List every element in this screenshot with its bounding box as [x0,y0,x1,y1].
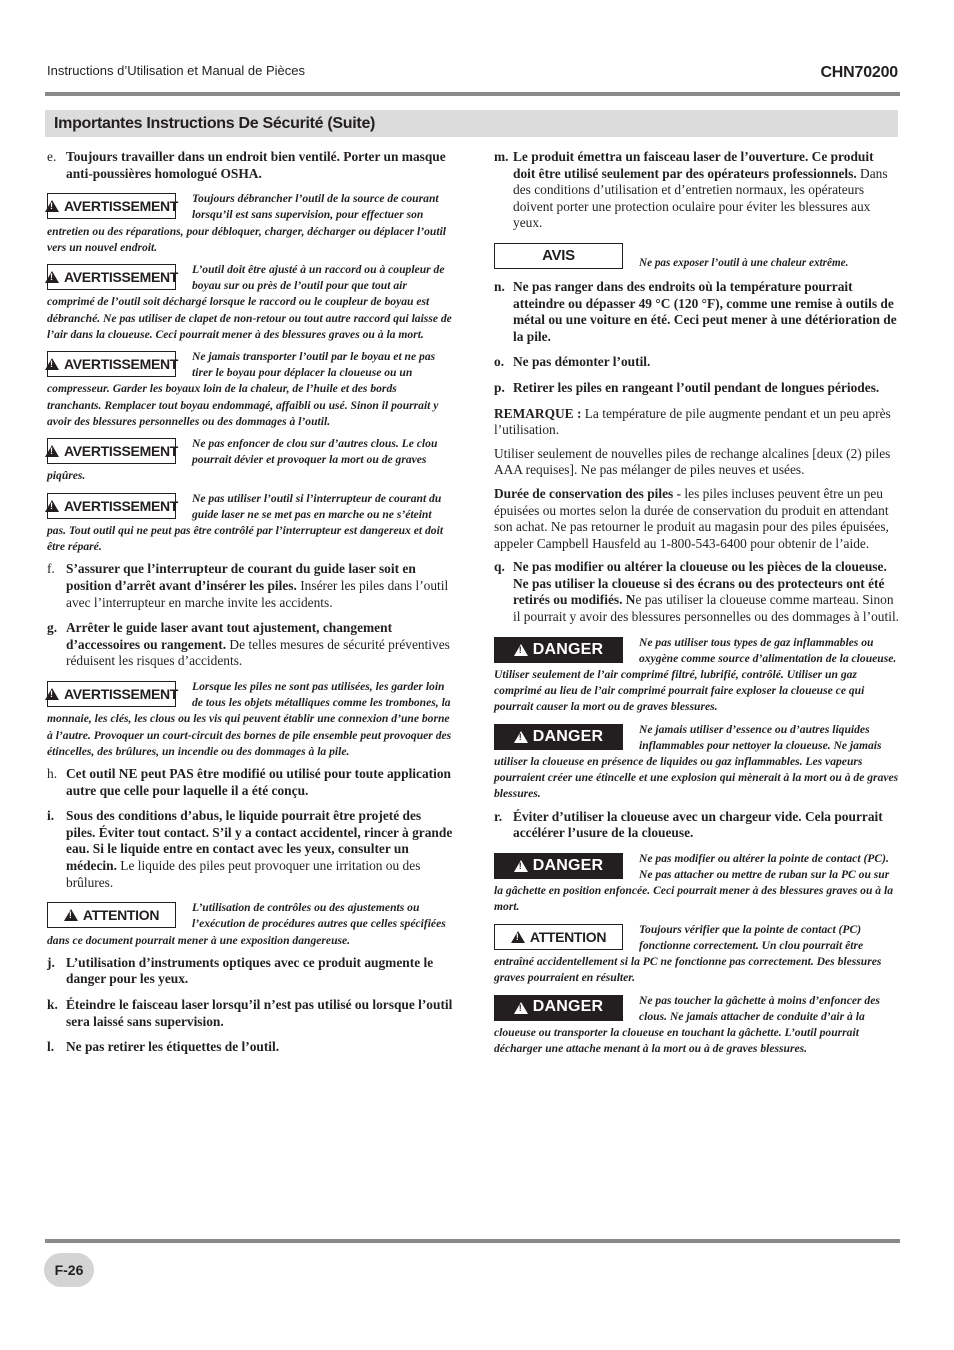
item-label: e. [47,149,57,164]
item-text: Le liquide des piles peut provoquer une irritation ou des brûlures. [66,858,421,890]
warning-text: Ne jamais transporter l’outil par le boyau et ne pas tirer le boyau pour déplacer la cloueuse ou un compresseur. Garder les boyaux loin de la chaleur, de l’huile et des bords tranchants. Remplacer tout boyau endommagé, affaibli ou usé. Sinon il pourrait y avoir des blessures personnelles ou des dommages à l’outil. [47,350,439,428]
item-label: h. [47,766,58,782]
item-bold-text: Ne pas démonter l’outil. [513,354,651,370]
avis-block [494,241,899,273]
list-item-o [494,354,899,371]
list-item-p [494,380,899,397]
attention-text: L’utilisation de contrôles ou des ajustements ou l’exécution de procédures autres que celles spécifiées dans ce document pourrait mener à une exposition dangereuse. [47,901,446,947]
warning-triangle-icon [45,200,59,212]
footer-rule [45,1239,900,1243]
battery-note: Utiliser seulement de nouvelles piles de rechange alcalines [deux (2) piles AAA requises]. Ne pas mélanger de piles neuves et usées. [494,445,891,478]
list-item-f [47,561,453,611]
danger-badge: ! DANGER [494,853,623,879]
attention-badge: ! ATTENTION [494,924,623,950]
item-bold-text: Ne pas modifier ou altérer la cloueuse ou les pièces de la cloueuse. Ne pas utiliser la cloueuse si des écrans ou des protecteurs ont été retirés ou modifiés. N [513,559,887,608]
danger-badge: ! DANGER [494,724,623,750]
avertissement-badge: ! AVERTISSEMENT [47,193,176,219]
list-item-r [494,809,899,842]
manual-title: Instructions d’Utilisation et Manual de Pièces [47,63,305,78]
attention-block [47,900,453,949]
item-bold-text: Ne pas ranger dans des endroits où la température pourrait atteindre ou dépasser 49 °C (120 °F), comme une remise à outils de métal ou une voiture en été. Ceci peut mener à une détérioration de la pile. [513,278,897,344]
warning-text: L’outil doit être ajusté à un raccord ou à coupleur de boyau sur ou près de l’outil pour que tout air comprimé de l’outil soit déchargé lorsque le raccord ou le coupleur de boyau est débranché. Ne pas utiliser de clapet de non-retour ou tout autre raccord qui laisse de l’air dans la cloueuse. Ceci pourrait mener à des blessures graves ou à la mort. [47,263,452,341]
danger-text: Ne pas utiliser tous types de gaz inflammables ou oxygène comme source d’alimentation de la cloueuse. Utiliser seulement de l’air comprimé filtré, lubrifié, contrôlé. Utiliser un gaz comprimé au lieu de l’air comprimé pourrait faire exploser la cloueuse ce qui pourrait causer la mort ou de graves blessures. [494,635,897,714]
avertissement-badge: ! AVERTISSEMENT [47,264,176,290]
warning-triangle-icon [514,731,528,743]
warning-triangle-icon [45,271,59,283]
avis-text: Ne pas exposer l’outil à une chaleur extrême. [639,256,849,269]
danger-block [494,851,899,916]
danger-block [494,993,899,1058]
section-title: Importantes Instructions De Sécurité (Suite) [54,115,376,132]
list-item-l [47,1039,453,1056]
item-bold-text: Arrêter le guide laser avant tout ajustement, changement d’accessoires ou rangement. [66,620,393,652]
battery-shelf-life-note [494,486,899,552]
avertissement-badge: ! AVERTISSEMENT [47,681,176,707]
avertissement-badge: ! AVERTISSEMENT [47,438,176,464]
item-label: j. [47,954,55,970]
item-label: f. [47,561,55,577]
item-bold-text: Le produit émettra un faisceau laser de l’ouverture. Ce produit doit être utilisé seulement par des opérateurs professionnels. [513,149,874,181]
item-label: i. [47,808,55,824]
item-bold-text: Éteindre le faisceau laser lorsqu’il n’est pas utilisé ou lorsque l’outil sera laissé sans supervision. [66,996,453,1029]
item-bold-text: Éviter d’utiliser la cloueuse avec un chargeur vide. Cela pourrait accélérer l’usure de la cloueuse. [513,808,883,841]
item-label: r. [494,808,503,824]
list-item-k [47,997,453,1030]
warning-text: Lorsque les piles ne sont pas utilisées, les garder loin de tous les objets métalliques comme les trombones, la monnaie, les clés, les clous ou les vis qui peuvent établir une connexion d’une borne à l’autre. Provoquer un court-circuit des bornes de pile ensemble peut provoquer des étincelles, des brûlures, un incendie ou des dommages à la pile. [47,680,452,758]
avertissement-badge: ! AVERTISSEMENT [47,351,176,377]
list-item-e [47,149,453,182]
warning-triangle-icon [45,445,59,457]
item-label: l. [47,1039,55,1055]
section-header [45,110,898,137]
item-label: q. [494,559,505,575]
item-text: De telles mesures de sécurité préventives réduisent les risques d’accidents. [66,636,450,669]
item-bold-text: Sous des conditions d’abus, le liquide pourrait être projeté des piles. Éviter tout contact. S’il y a contact accidentel, rincer à grande eau. Si le liquide entre en contact avec les yeux, consulter un médecin. [66,808,453,873]
avis-badge: AVIS [494,243,623,269]
list-item-j [47,955,453,988]
item-text: Insérer les piles dans l’outil avec l’interrupteur en marche invite les accidents. [66,578,449,610]
danger-block [494,722,899,803]
right-column [494,149,899,1063]
header-rule [45,92,900,96]
model-number: CHN70200 [820,64,898,81]
list-item-m [494,149,899,232]
item-label: p. [494,379,505,395]
warning-block [47,491,453,556]
warning-block [47,436,453,485]
item-label: n. [494,278,505,294]
item-bold-text: Ne pas retirer les étiquettes de l’outil. [66,1039,280,1055]
warning-block [47,349,453,430]
warning-text: Toujours débrancher l’outil de la source de courant lorsqu’il est sans supervision, pour effectuer son entretien ou des réparations, pour débloquer, charger, décharger ou déplacer l’outil vers un nouvel endroit. [47,192,447,254]
page-number: F-26 [44,1253,94,1287]
list-item-g [47,620,453,670]
remarque-text: La température de pile augmente pendant et un peu après l’utilisation. [494,405,891,438]
item-text: e pas utiliser la cloueuse comme marteau. Sinon il pourrait y avoir des blessures personnelles ou des dommages à l’outil. [513,592,900,625]
warning-block [47,191,453,256]
remarque-note [494,406,899,439]
warning-block [47,262,453,343]
item-label: m. [494,149,509,164]
warning-text: Ne pas enfoncer de clou sur d’autres clous. Le clou pourrait dévier et provoquer la mort ou de graves piqûres. [47,437,438,483]
item-bold-text: Retirer les piles en rangeant l’outil pendant de longues périodes. [513,379,880,395]
list-item-q [494,559,899,625]
danger-badge: ! DANGER [494,995,623,1021]
warning-triangle-icon [64,909,78,921]
danger-badge: ! DANGER [494,637,623,663]
warning-triangle-icon [511,931,525,943]
attention-block [494,922,899,987]
warning-triangle-icon [45,358,59,370]
warning-triangle-icon [514,644,528,656]
shelf-life-label: Durée de conservation des piles - [494,485,682,501]
warning-triangle-icon [514,860,528,872]
danger-text: Ne jamais utiliser d’essence ou d’autres liquides inflammables pour nettoyer la cloueuse. Ne jamais utiliser la cloueuse en présence de liquides ou gaz inflammables. Les vapeurs pourraient créer une étincelle et une explosion qui mènerait à la mort ou à de graves blessures. [494,722,899,801]
item-bold-text: Cet outil NE peut PAS être modifié ou utilisé pour toute application autre que celle pour laquelle il a été conçu. [66,766,451,798]
list-item-i [47,808,453,891]
item-bold-text: L’utilisation d’instruments optiques avec ce produit augmente le danger pour les yeux. [66,954,434,987]
shelf-life-text: les piles incluses peuvent être un peu épuisées ou mortes selon la durée de conservation du produit en attendant son achat. Ne pas retourner le produit au magasin pour des piles épuisées, appeler Campbell Hausfeld au 1-800-543-6400 pour obtenir de l’aide. [494,485,889,551]
item-label: g. [47,620,58,636]
attention-badge: ! ATTENTION [47,902,176,928]
item-bold-text: S’assurer que l’interrupteur de courant du guide laser soit en position d’arrêt avant d’insérer les piles. [66,561,416,594]
remarque-label: REMARQUE : [494,405,582,421]
attention-text: Toujours vérifier que la pointe de contact (PC) fonctionne correctement. Un clou pourrait être entraîné accidentellement si la PC ne fonctionne pas correctement. Des blessures graves pourraient en résulter. [494,922,882,985]
item-text: Dans des conditions d’utilisation et d’entretien normaux, les opérateurs doivent porter une protection oculaire pour éviter les blessures aux yeux. [513,165,888,231]
warning-triangle-icon [45,500,59,512]
item-label: o. [494,354,505,370]
list-item-h [47,766,453,799]
item-label: k. [47,996,58,1012]
danger-text: Ne pas modifier ou altérer la pointe de contact (PC). Ne pas attacher ou mettre de ruban sur la PC ou sur la gâchette en position enfoncée. Ceci pourrait mener à des blessures graves ou à la mort. [494,851,894,914]
warning-text: Ne pas utiliser l’outil si l’interrupteur de courant du guide laser ne se met pas en marche ou ne s’éteint pas. Tout outil qui ne peut pas être contrôlé par l’interrupteur est dangereux et doit être réparé. [47,491,444,554]
warning-triangle-icon [514,1002,528,1014]
item-bold-text: Toujours travailler dans un endroit bien ventilé. Porter un masque anti-poussières homologué OSHA. [66,149,446,181]
danger-block [494,635,899,716]
avertissement-badge: ! AVERTISSEMENT [47,493,176,519]
warning-block [47,679,453,760]
left-column [47,149,453,1065]
warning-triangle-icon [45,688,59,700]
list-item-n [494,279,899,345]
danger-text: Ne pas toucher la gâchette à moins d’enfoncer des clous. Ne jamais attacher de conduite d’air à la cloueuse ou transporter la cloueuse en touchant la gâchette. L’outil pourrait décharger une attache menant à la mort ou à de graves blessures. [494,993,880,1056]
